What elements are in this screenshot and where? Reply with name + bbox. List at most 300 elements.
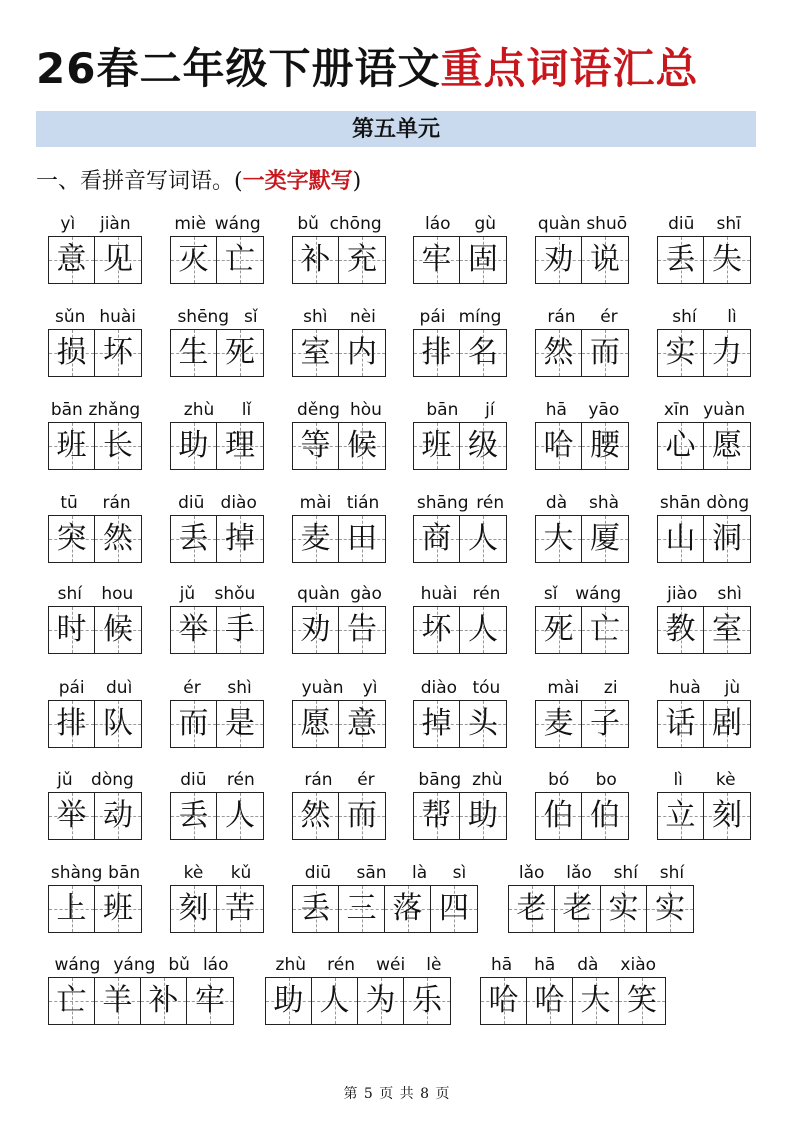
character-cell bbox=[95, 237, 141, 283]
pinyin-line bbox=[535, 582, 630, 606]
hanzi-character: 丢 bbox=[178, 798, 209, 833]
character-cell bbox=[619, 978, 665, 1024]
hanzi-character: 四 bbox=[439, 891, 469, 926]
title-highlight: 重点词语汇总 bbox=[440, 44, 699, 93]
hanzi-character: 三 bbox=[346, 891, 377, 926]
pinyin-line bbox=[657, 768, 752, 792]
pinyin-line bbox=[292, 491, 387, 515]
pinyin-line bbox=[413, 212, 508, 236]
pinyin-syllable: láo bbox=[202, 955, 229, 975]
character-cell bbox=[49, 978, 95, 1024]
hanzi-character: 话 bbox=[665, 706, 696, 741]
hanzi-character: 人 bbox=[319, 983, 350, 1018]
character-cell bbox=[536, 237, 582, 283]
hanzi-character: 头 bbox=[468, 706, 498, 741]
pinyin-syllable: lè bbox=[426, 955, 442, 975]
word-row bbox=[0, 212, 794, 304]
pinyin-syllable: kè bbox=[183, 863, 204, 883]
pinyin-syllable: shí bbox=[613, 863, 638, 883]
pinyin-line bbox=[657, 676, 752, 700]
pinyin-syllable: zhǎng bbox=[88, 400, 141, 420]
hanzi-character: 内 bbox=[347, 335, 377, 370]
section-prefix: 一、看拼音写词语。( bbox=[36, 169, 243, 194]
hanzi-character: 动 bbox=[103, 798, 133, 833]
tianzige-boxes bbox=[48, 236, 142, 284]
pinyin-line bbox=[170, 676, 265, 700]
tianzige-boxes bbox=[48, 977, 234, 1025]
pinyin-syllable: yuàn bbox=[301, 678, 344, 698]
tianzige-boxes bbox=[535, 792, 629, 840]
pinyin-line bbox=[265, 953, 452, 977]
hanzi-character: 队 bbox=[103, 706, 133, 741]
hanzi-character: 人 bbox=[225, 798, 255, 833]
character-cell bbox=[339, 516, 385, 562]
hanzi-character: 老 bbox=[516, 891, 547, 926]
hanzi-character: 苦 bbox=[225, 891, 255, 926]
pinyin-syllable: hā bbox=[534, 955, 556, 975]
unit-heading: 第五单元 bbox=[36, 111, 756, 147]
hanzi-character: 时 bbox=[56, 612, 87, 647]
pinyin-line bbox=[170, 861, 265, 885]
hanzi-character: 说 bbox=[590, 242, 620, 277]
tianzige-boxes bbox=[48, 329, 142, 377]
pinyin-line bbox=[170, 212, 265, 236]
pinyin-syllable: jiàn bbox=[99, 214, 131, 234]
pinyin-syllable: xīn bbox=[663, 400, 690, 420]
pinyin-syllable: jù bbox=[724, 678, 741, 698]
word-row bbox=[0, 491, 794, 583]
pinyin-syllable: huà bbox=[668, 678, 701, 698]
pinyin-syllable: sān bbox=[356, 863, 387, 883]
tianzige-boxes bbox=[508, 885, 694, 933]
hanzi-character: 名 bbox=[468, 335, 498, 370]
pinyin-line bbox=[48, 768, 143, 792]
pinyin-syllable: bān bbox=[50, 400, 83, 420]
hanzi-character: 亡 bbox=[56, 983, 87, 1018]
character-cell bbox=[582, 516, 628, 562]
character-cell bbox=[339, 701, 385, 747]
hanzi-character: 刻 bbox=[178, 891, 209, 926]
pinyin-syllable: míng bbox=[458, 307, 502, 327]
pinyin-syllable: jiào bbox=[667, 584, 698, 604]
pinyin-syllable: lǎo bbox=[518, 863, 545, 883]
tianzige-boxes bbox=[535, 422, 629, 470]
tianzige-boxes bbox=[170, 422, 264, 470]
pinyin-syllable: quàn bbox=[297, 584, 340, 604]
hanzi-character: 人 bbox=[468, 612, 498, 647]
pinyin-syllable: shǒu bbox=[214, 584, 256, 604]
pinyin-syllable: zhù bbox=[183, 400, 215, 420]
character-cell bbox=[266, 978, 312, 1024]
pinyin-syllable: shàng bbox=[50, 863, 103, 883]
hanzi-character: 愿 bbox=[300, 706, 331, 741]
hanzi-character: 班 bbox=[103, 891, 133, 926]
pinyin-line bbox=[292, 861, 479, 885]
character-cell bbox=[704, 701, 750, 747]
hanzi-character: 哈 bbox=[488, 983, 519, 1018]
tianzige-boxes bbox=[413, 606, 507, 654]
pinyin-line bbox=[292, 768, 387, 792]
word-row bbox=[0, 768, 794, 860]
word-row bbox=[0, 305, 794, 397]
hanzi-character: 候 bbox=[347, 428, 377, 463]
character-cell bbox=[171, 330, 217, 376]
character-cell bbox=[293, 607, 339, 653]
pinyin-syllable: shì bbox=[227, 678, 252, 698]
pinyin-line bbox=[535, 212, 630, 236]
hanzi-character: 田 bbox=[347, 521, 377, 556]
hanzi-character: 班 bbox=[421, 428, 452, 463]
character-cell bbox=[171, 516, 217, 562]
hanzi-character: 实 bbox=[665, 335, 696, 370]
hanzi-character: 伯 bbox=[590, 798, 620, 833]
character-cell bbox=[95, 607, 141, 653]
character-cell bbox=[704, 330, 750, 376]
pinyin-syllable: jí bbox=[485, 400, 495, 420]
pinyin-syllable: shēng bbox=[177, 307, 230, 327]
hanzi-character: 死 bbox=[543, 612, 574, 647]
hanzi-character: 意 bbox=[56, 242, 87, 277]
character-cell bbox=[49, 701, 95, 747]
pinyin-line bbox=[292, 212, 387, 236]
character-cell bbox=[414, 516, 460, 562]
pinyin-syllable: tián bbox=[346, 493, 380, 513]
character-cell bbox=[582, 237, 628, 283]
pinyin-syllable: rén bbox=[327, 955, 355, 975]
pinyin-line bbox=[413, 768, 508, 792]
hanzi-character: 劝 bbox=[543, 242, 574, 277]
character-cell bbox=[431, 886, 477, 932]
tianzige-boxes bbox=[480, 977, 666, 1025]
character-cell bbox=[339, 886, 385, 932]
pinyin-syllable: lǎo bbox=[566, 863, 592, 883]
character-cell bbox=[217, 516, 263, 562]
pinyin-syllable: diū bbox=[668, 214, 695, 234]
character-cell bbox=[460, 330, 506, 376]
pinyin-syllable: rén bbox=[472, 584, 501, 604]
hanzi-character: 是 bbox=[225, 706, 255, 741]
hanzi-character: 长 bbox=[103, 428, 133, 463]
character-cell bbox=[339, 607, 385, 653]
tianzige-boxes bbox=[48, 515, 142, 563]
character-cell bbox=[171, 607, 217, 653]
pinyin-syllable: wáng bbox=[214, 214, 261, 234]
hanzi-character: 实 bbox=[655, 891, 685, 926]
character-cell bbox=[704, 607, 750, 653]
character-cell bbox=[49, 423, 95, 469]
character-cell bbox=[414, 701, 460, 747]
pinyin-syllable: xiào bbox=[620, 955, 657, 975]
pinyin-syllable: zhù bbox=[275, 955, 307, 975]
character-cell bbox=[582, 423, 628, 469]
pinyin-line bbox=[657, 305, 752, 329]
character-cell bbox=[141, 978, 187, 1024]
character-cell bbox=[704, 793, 750, 839]
pinyin-syllable: nèi bbox=[349, 307, 376, 327]
character-cell bbox=[187, 978, 233, 1024]
character-cell bbox=[293, 423, 339, 469]
hanzi-character: 麦 bbox=[300, 521, 331, 556]
pinyin-syllable: shà bbox=[589, 493, 620, 513]
tianzige-boxes bbox=[48, 700, 142, 748]
character-cell bbox=[358, 978, 404, 1024]
pinyin-syllable: kǔ bbox=[230, 863, 252, 883]
hanzi-character: 牢 bbox=[195, 983, 225, 1018]
pinyin-line bbox=[170, 582, 265, 606]
pinyin-syllable: rén bbox=[476, 493, 505, 513]
pinyin-syllable: wéi bbox=[376, 955, 406, 975]
tianzige-boxes bbox=[48, 792, 142, 840]
character-cell bbox=[217, 607, 263, 653]
character-cell bbox=[312, 978, 358, 1024]
pinyin-syllable: ér bbox=[600, 307, 618, 327]
pinyin-syllable: bo bbox=[595, 770, 617, 790]
pinyin-syllable: yì bbox=[60, 214, 76, 234]
tianzige-boxes bbox=[292, 885, 478, 933]
pinyin-line bbox=[48, 676, 143, 700]
tianzige-boxes bbox=[292, 515, 386, 563]
hanzi-character: 突 bbox=[56, 521, 87, 556]
pinyin-syllable: sǐ bbox=[243, 307, 258, 327]
hanzi-character: 丢 bbox=[300, 891, 331, 926]
hanzi-character: 人 bbox=[468, 521, 498, 556]
pinyin-syllable: dà bbox=[577, 955, 599, 975]
character-cell bbox=[95, 516, 141, 562]
tianzige-boxes bbox=[170, 515, 264, 563]
character-cell bbox=[460, 423, 506, 469]
character-cell bbox=[404, 978, 450, 1024]
pinyin-syllable: kè bbox=[715, 770, 736, 790]
tianzige-boxes bbox=[292, 606, 386, 654]
hanzi-character: 排 bbox=[56, 706, 87, 741]
character-cell bbox=[582, 701, 628, 747]
pinyin-syllable: zhù bbox=[472, 770, 503, 790]
pinyin-line bbox=[535, 676, 630, 700]
hanzi-character: 见 bbox=[103, 242, 133, 277]
pinyin-line bbox=[657, 582, 752, 606]
pinyin-line bbox=[292, 305, 387, 329]
character-cell bbox=[217, 330, 263, 376]
page-title bbox=[36, 38, 766, 100]
pinyin-syllable: bān bbox=[108, 863, 141, 883]
hanzi-character: 笑 bbox=[627, 983, 657, 1018]
tianzige-boxes bbox=[657, 329, 751, 377]
pinyin-line bbox=[535, 305, 630, 329]
hanzi-character: 帮 bbox=[421, 798, 452, 833]
hanzi-character: 死 bbox=[225, 335, 255, 370]
pinyin-syllable: shāng bbox=[416, 493, 469, 513]
pinyin-syllable: shuō bbox=[586, 214, 628, 234]
pinyin-syllable: bǔ bbox=[168, 955, 190, 975]
hanzi-character: 丢 bbox=[178, 521, 209, 556]
hanzi-character: 劝 bbox=[300, 612, 331, 647]
hanzi-character: 意 bbox=[347, 706, 377, 741]
pinyin-syllable: pái bbox=[58, 678, 85, 698]
character-cell bbox=[460, 516, 506, 562]
tianzige-boxes bbox=[535, 236, 629, 284]
word-row bbox=[0, 398, 794, 490]
character-cell bbox=[95, 793, 141, 839]
hanzi-character: 伯 bbox=[543, 798, 574, 833]
pinyin-line bbox=[292, 398, 387, 422]
pinyin-line bbox=[480, 953, 667, 977]
hanzi-character: 候 bbox=[103, 612, 133, 647]
tianzige-boxes bbox=[292, 329, 386, 377]
character-cell bbox=[95, 701, 141, 747]
character-cell bbox=[536, 516, 582, 562]
tianzige-boxes bbox=[170, 606, 264, 654]
tianzige-boxes bbox=[413, 236, 507, 284]
pinyin-syllable: gào bbox=[350, 584, 382, 604]
character-cell bbox=[49, 607, 95, 653]
pinyin-line bbox=[48, 953, 235, 977]
character-cell bbox=[582, 793, 628, 839]
tianzige-boxes bbox=[48, 885, 142, 933]
hanzi-character: 大 bbox=[580, 983, 611, 1018]
title-main: 26春二年级下册语文 bbox=[36, 44, 441, 93]
tianzige-boxes bbox=[535, 515, 629, 563]
pinyin-syllable: tóu bbox=[472, 678, 501, 698]
pinyin-syllable: là bbox=[412, 863, 428, 883]
word-row bbox=[0, 953, 794, 1045]
pinyin-syllable: hou bbox=[101, 584, 134, 604]
tianzige-boxes bbox=[535, 700, 629, 748]
hanzi-character: 腰 bbox=[590, 428, 620, 463]
hanzi-character: 心 bbox=[665, 428, 696, 463]
pinyin-line bbox=[535, 768, 630, 792]
pinyin-syllable: rén bbox=[226, 770, 255, 790]
pinyin-syllable: bǔ bbox=[297, 214, 319, 234]
hanzi-character: 举 bbox=[56, 798, 87, 833]
character-cell bbox=[293, 330, 339, 376]
tianzige-boxes bbox=[657, 606, 751, 654]
character-cell bbox=[573, 978, 619, 1024]
pinyin-syllable: wáng bbox=[575, 584, 622, 604]
hanzi-character: 掉 bbox=[225, 521, 255, 556]
character-cell bbox=[95, 886, 141, 932]
character-cell bbox=[293, 516, 339, 562]
hanzi-character: 告 bbox=[347, 612, 377, 647]
hanzi-character: 丢 bbox=[665, 242, 696, 277]
hanzi-character: 而 bbox=[178, 706, 209, 741]
pinyin-syllable: rán bbox=[304, 770, 333, 790]
pinyin-line bbox=[48, 861, 143, 885]
pinyin-line bbox=[413, 582, 508, 606]
pinyin-line bbox=[535, 491, 630, 515]
character-cell bbox=[460, 793, 506, 839]
pinyin-syllable: diào bbox=[420, 678, 458, 698]
hanzi-character: 亡 bbox=[225, 242, 255, 277]
hanzi-character: 教 bbox=[665, 612, 696, 647]
character-cell bbox=[217, 237, 263, 283]
pinyin-syllable: rán bbox=[547, 307, 576, 327]
pinyin-syllable: hā bbox=[490, 955, 513, 975]
character-cell bbox=[658, 330, 704, 376]
character-cell bbox=[171, 423, 217, 469]
character-cell bbox=[704, 423, 750, 469]
pinyin-line bbox=[413, 305, 508, 329]
pinyin-syllable: huài bbox=[420, 584, 458, 604]
pinyin-line bbox=[48, 212, 143, 236]
pinyin-syllable: shān bbox=[659, 493, 701, 513]
pinyin-syllable: shì bbox=[303, 307, 328, 327]
character-cell bbox=[704, 237, 750, 283]
pinyin-syllable: quàn bbox=[537, 214, 581, 234]
hanzi-character: 掉 bbox=[421, 706, 452, 741]
character-cell bbox=[217, 701, 263, 747]
hanzi-character: 坏 bbox=[421, 612, 452, 647]
pinyin-syllable: shí bbox=[659, 863, 685, 883]
tianzige-boxes bbox=[413, 792, 507, 840]
pinyin-line bbox=[48, 582, 143, 606]
hanzi-character: 然 bbox=[103, 521, 133, 556]
hanzi-character: 损 bbox=[56, 335, 87, 370]
character-cell bbox=[217, 793, 263, 839]
pinyin-line bbox=[292, 676, 387, 700]
tianzige-boxes bbox=[413, 515, 507, 563]
character-cell bbox=[414, 423, 460, 469]
pinyin-syllable: bó bbox=[548, 770, 570, 790]
pinyin-syllable: jǔ bbox=[179, 584, 196, 604]
pinyin-line bbox=[170, 398, 265, 422]
character-cell bbox=[536, 330, 582, 376]
character-cell bbox=[171, 237, 217, 283]
tianzige-boxes bbox=[292, 422, 386, 470]
pinyin-syllable: miè bbox=[174, 214, 207, 234]
hanzi-character: 坏 bbox=[103, 335, 133, 370]
pinyin-line bbox=[48, 398, 143, 422]
pinyin-syllable: hā bbox=[545, 400, 567, 420]
hanzi-character: 羊 bbox=[102, 983, 133, 1018]
hanzi-character: 失 bbox=[712, 242, 742, 277]
tianzige-boxes bbox=[48, 606, 142, 654]
tianzige-boxes bbox=[535, 606, 629, 654]
hanzi-character: 厦 bbox=[590, 521, 620, 556]
character-cell bbox=[536, 701, 582, 747]
character-cell bbox=[95, 423, 141, 469]
character-cell bbox=[582, 330, 628, 376]
hanzi-character: 灭 bbox=[178, 242, 209, 277]
hanzi-character: 大 bbox=[543, 521, 574, 556]
character-cell bbox=[339, 330, 385, 376]
hanzi-character: 固 bbox=[468, 242, 498, 277]
hanzi-character: 为 bbox=[365, 983, 396, 1018]
pinyin-syllable: hòu bbox=[349, 400, 382, 420]
tianzige-boxes bbox=[170, 792, 264, 840]
hanzi-character: 落 bbox=[392, 891, 423, 926]
tianzige-boxes bbox=[265, 977, 451, 1025]
hanzi-character: 洞 bbox=[712, 521, 742, 556]
hanzi-character: 刻 bbox=[712, 798, 742, 833]
pinyin-syllable: yì bbox=[362, 678, 378, 698]
pinyin-line bbox=[657, 398, 752, 422]
character-cell bbox=[217, 423, 263, 469]
character-cell bbox=[49, 793, 95, 839]
hanzi-character: 子 bbox=[590, 706, 620, 741]
character-cell bbox=[293, 701, 339, 747]
character-cell bbox=[293, 793, 339, 839]
hanzi-character: 实 bbox=[608, 891, 639, 926]
pinyin-syllable: dà bbox=[545, 493, 568, 513]
hanzi-character: 然 bbox=[543, 335, 574, 370]
tianzige-boxes bbox=[292, 236, 386, 284]
word-row bbox=[0, 861, 794, 953]
pinyin-line bbox=[170, 305, 265, 329]
character-cell bbox=[49, 237, 95, 283]
character-cell bbox=[460, 701, 506, 747]
pinyin-syllable: pái bbox=[419, 307, 446, 327]
tianzige-boxes bbox=[657, 236, 751, 284]
